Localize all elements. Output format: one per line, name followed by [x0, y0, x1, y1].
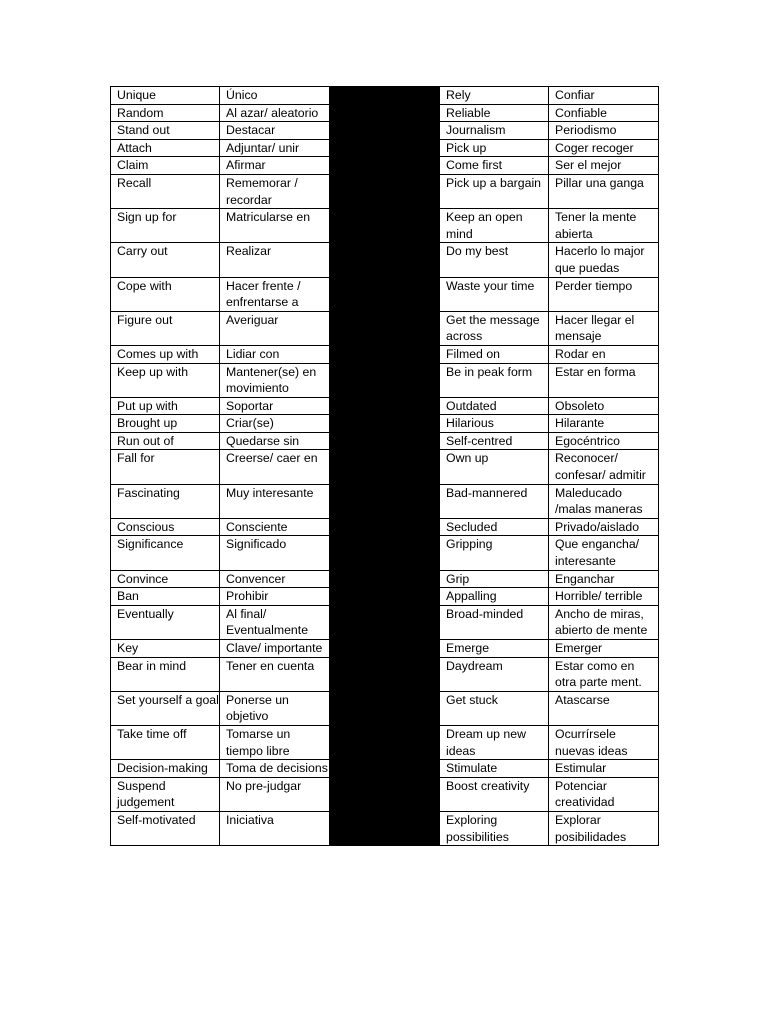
term-english-right: Filmed on: [440, 345, 549, 363]
term-spanish-left: Mantener(se) en movimiento: [220, 363, 330, 397]
table-row: [111, 415, 659, 433]
term-spanish-right: Horrible/ terrible: [549, 588, 659, 606]
black-divider-cell: [330, 277, 440, 311]
table-row: [111, 311, 659, 345]
black-divider-cell: [330, 157, 440, 175]
black-divider-cell: [330, 691, 440, 725]
term-english-left: Brought up: [111, 415, 220, 433]
term-spanish-right: Hilarante: [549, 415, 659, 433]
table-row: [111, 640, 659, 658]
black-divider-cell: [330, 811, 440, 845]
term-spanish-right: Confiar: [549, 87, 659, 105]
term-spanish-right: Potenciar creatividad: [549, 777, 659, 811]
black-divider-cell: [330, 570, 440, 588]
table-row: [111, 588, 659, 606]
black-divider-cell: [330, 657, 440, 691]
term-spanish-left: Significado: [220, 536, 330, 570]
black-divider-cell: [330, 518, 440, 536]
term-spanish-left: Ponerse un objetivo: [220, 691, 330, 725]
term-english-right: Journalism: [440, 122, 549, 140]
term-spanish-right: Maleducado /malas maneras: [549, 484, 659, 518]
term-spanish-right: Estar en forma: [549, 363, 659, 397]
term-spanish-left: Destacar: [220, 122, 330, 140]
term-english-left: Fascinating: [111, 484, 220, 518]
black-divider-cell: [330, 777, 440, 811]
term-english-left: Figure out: [111, 311, 220, 345]
term-english-right: Do my best: [440, 243, 549, 277]
table-row: [111, 691, 659, 725]
term-english-left: Decision-making: [111, 760, 220, 778]
black-divider-cell: [330, 397, 440, 415]
term-english-right: Pick up a bargain: [440, 174, 549, 208]
term-english-right: Waste your time: [440, 277, 549, 311]
black-divider-cell: [330, 588, 440, 606]
term-spanish-right: Perder tiempo: [549, 277, 659, 311]
term-english-right: Bad-mannered: [440, 484, 549, 518]
term-spanish-left: Tener en cuenta: [220, 657, 330, 691]
term-spanish-left: Rememorar / recordar: [220, 174, 330, 208]
term-spanish-left: Creerse/ caer en: [220, 450, 330, 484]
term-spanish-left: Clave/ importante: [220, 640, 330, 658]
term-english-left: Random: [111, 104, 220, 122]
term-english-left: Conscious: [111, 518, 220, 536]
term-english-right: Dream up new ideas: [440, 725, 549, 759]
black-divider-cell: [330, 311, 440, 345]
term-spanish-left: Único: [220, 87, 330, 105]
term-english-left: Carry out: [111, 243, 220, 277]
term-english-right: Grip: [440, 570, 549, 588]
term-spanish-right: Ancho de miras, abierto de mente: [549, 605, 659, 639]
term-english-left: Cope with: [111, 277, 220, 311]
term-english-right: Be in peak form: [440, 363, 549, 397]
table-row: [111, 518, 659, 536]
term-english-left: Unique: [111, 87, 220, 105]
term-english-left: Sign up for: [111, 209, 220, 243]
vocabulary-table: [110, 86, 659, 846]
term-english-right: Hilarious: [440, 415, 549, 433]
table-row: [111, 811, 659, 845]
term-spanish-left: Iniciativa: [220, 811, 330, 845]
term-spanish-right: Ser el mejor: [549, 157, 659, 175]
term-english-right: Rely: [440, 87, 549, 105]
term-spanish-left: No pre-judgar: [220, 777, 330, 811]
term-english-right: Broad-minded: [440, 605, 549, 639]
term-spanish-left: Adjuntar/ unir: [220, 139, 330, 157]
term-spanish-right: Explorar posibilidades: [549, 811, 659, 845]
term-spanish-left: Afirmar: [220, 157, 330, 175]
term-english-right: Pick up: [440, 139, 549, 157]
term-english-left: Recall: [111, 174, 220, 208]
term-spanish-right: Egocéntrico: [549, 432, 659, 450]
term-spanish-right: Hacer llegar el mensaje: [549, 311, 659, 345]
term-spanish-left: Muy interesante: [220, 484, 330, 518]
term-spanish-left: Toma de decisions: [220, 760, 330, 778]
term-english-right: Appalling: [440, 588, 549, 606]
table-row: [111, 397, 659, 415]
term-spanish-right: Estimular: [549, 760, 659, 778]
term-english-right: Own up: [440, 450, 549, 484]
black-divider-cell: [330, 209, 440, 243]
black-divider-cell: [330, 605, 440, 639]
table-row: [111, 243, 659, 277]
term-english-right: Emerge: [440, 640, 549, 658]
term-english-right: Secluded: [440, 518, 549, 536]
term-spanish-left: Al azar/ aleatorio: [220, 104, 330, 122]
term-english-right: Daydream: [440, 657, 549, 691]
table-row: [111, 122, 659, 140]
term-spanish-right: Hacerlo lo major que puedas: [549, 243, 659, 277]
term-english-left: Self-motivated: [111, 811, 220, 845]
table-row: [111, 605, 659, 639]
term-english-left: Set yourself a goal: [111, 691, 220, 725]
term-english-left: Suspend judgement: [111, 777, 220, 811]
term-english-right: Boost creativity: [440, 777, 549, 811]
term-english-right: Stimulate: [440, 760, 549, 778]
term-english-left: Fall for: [111, 450, 220, 484]
term-spanish-right: Emerger: [549, 640, 659, 658]
term-spanish-right: Obsoleto: [549, 397, 659, 415]
table-row: [111, 484, 659, 518]
term-spanish-left: Averiguar: [220, 311, 330, 345]
term-spanish-left: Lidiar con: [220, 345, 330, 363]
term-spanish-right: Reconocer/ confesar/ admitir: [549, 450, 659, 484]
term-spanish-left: Hacer frente / enfrentarse a: [220, 277, 330, 311]
term-spanish-right: Confiable: [549, 104, 659, 122]
table-row: [111, 777, 659, 811]
term-english-left: Eventually: [111, 605, 220, 639]
black-divider-cell: [330, 104, 440, 122]
term-spanish-left: Prohibir: [220, 588, 330, 606]
term-english-left: Convince: [111, 570, 220, 588]
term-spanish-right: Privado/aislado: [549, 518, 659, 536]
term-spanish-right: Estar como en otra parte ment.: [549, 657, 659, 691]
term-spanish-right: Que engancha/ interesante: [549, 536, 659, 570]
term-english-right: Self-centred: [440, 432, 549, 450]
term-english-left: Ban: [111, 588, 220, 606]
term-spanish-right: Enganchar: [549, 570, 659, 588]
term-spanish-left: Realizar: [220, 243, 330, 277]
table-row: [111, 536, 659, 570]
table-row: [111, 760, 659, 778]
black-divider-cell: [330, 536, 440, 570]
term-spanish-left: Criar(se): [220, 415, 330, 433]
term-english-left: Keep up with: [111, 363, 220, 397]
term-spanish-right: Atascarse: [549, 691, 659, 725]
table-row: [111, 139, 659, 157]
term-english-right: Get stuck: [440, 691, 549, 725]
term-english-right: Keep an open mind: [440, 209, 549, 243]
black-divider-cell: [330, 415, 440, 433]
term-spanish-right: Periodismo: [549, 122, 659, 140]
table-row: [111, 174, 659, 208]
term-english-left: Put up with: [111, 397, 220, 415]
vocabulary-table-body: [111, 87, 659, 846]
term-english-right: Exploring possibilities: [440, 811, 549, 845]
black-divider-cell: [330, 363, 440, 397]
table-row: [111, 104, 659, 122]
term-spanish-right: Ocurrírsele nuevas ideas: [549, 725, 659, 759]
black-divider-cell: [330, 243, 440, 277]
table-row: [111, 209, 659, 243]
term-spanish-left: Convencer: [220, 570, 330, 588]
term-english-left: Significance: [111, 536, 220, 570]
term-english-left: Run out of: [111, 432, 220, 450]
table-row: [111, 87, 659, 105]
table-row: [111, 450, 659, 484]
table-row: [111, 570, 659, 588]
table-row: [111, 432, 659, 450]
term-spanish-right: Coger recoger: [549, 139, 659, 157]
term-english-left: Claim: [111, 157, 220, 175]
term-english-right: Get the message across: [440, 311, 549, 345]
term-english-left: Stand out: [111, 122, 220, 140]
term-spanish-left: Matricularse en: [220, 209, 330, 243]
term-spanish-left: Al final/ Eventualmente: [220, 605, 330, 639]
table-row: [111, 157, 659, 175]
black-divider-cell: [330, 87, 440, 105]
term-spanish-left: Tomarse un tiempo libre: [220, 725, 330, 759]
table-row: [111, 725, 659, 759]
term-spanish-right: Rodar en: [549, 345, 659, 363]
table-row: [111, 657, 659, 691]
term-spanish-left: Quedarse sin: [220, 432, 330, 450]
term-spanish-left: Consciente: [220, 518, 330, 536]
term-english-left: Take time off: [111, 725, 220, 759]
black-divider-cell: [330, 139, 440, 157]
black-divider-cell: [330, 174, 440, 208]
term-english-left: Attach: [111, 139, 220, 157]
term-english-left: Comes up with: [111, 345, 220, 363]
black-divider-cell: [330, 760, 440, 778]
table-row: [111, 363, 659, 397]
term-english-left: Bear in mind: [111, 657, 220, 691]
black-divider-cell: [330, 122, 440, 140]
term-english-right: Gripping: [440, 536, 549, 570]
black-divider-cell: [330, 450, 440, 484]
term-spanish-right: Pillar una ganga: [549, 174, 659, 208]
term-spanish-right: Tener la mente abierta: [549, 209, 659, 243]
term-english-right: Come first: [440, 157, 549, 175]
term-english-right: Outdated: [440, 397, 549, 415]
black-divider-cell: [330, 725, 440, 759]
term-english-right: Reliable: [440, 104, 549, 122]
black-divider-cell: [330, 345, 440, 363]
term-english-left: Key: [111, 640, 220, 658]
table-row: [111, 277, 659, 311]
term-spanish-left: Soportar: [220, 397, 330, 415]
black-divider-cell: [330, 432, 440, 450]
black-divider-cell: [330, 640, 440, 658]
table-row: [111, 345, 659, 363]
black-divider-cell: [330, 484, 440, 518]
